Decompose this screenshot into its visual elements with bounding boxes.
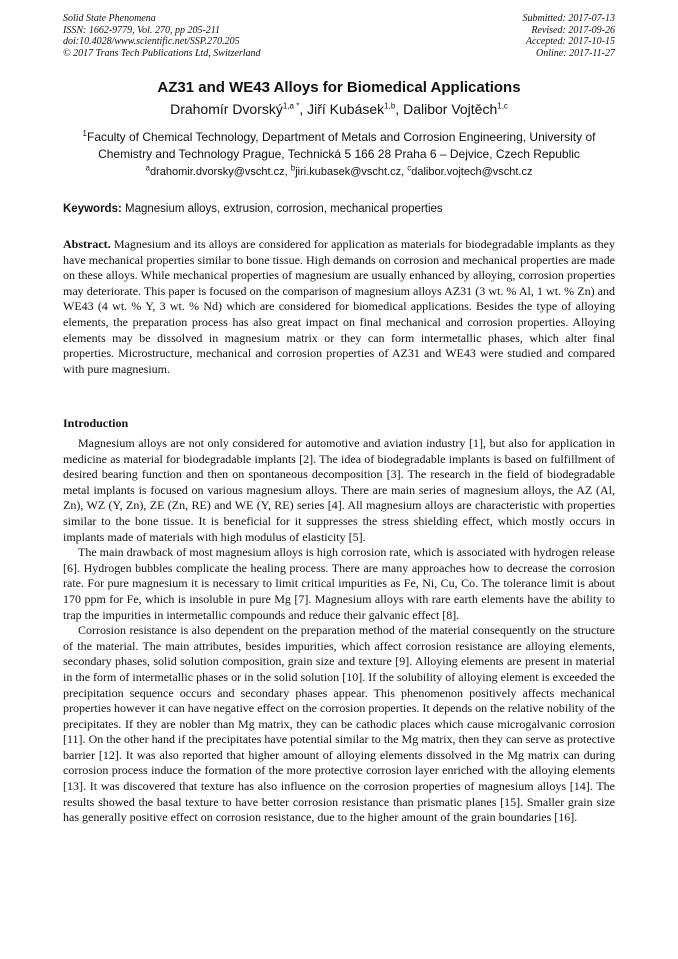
keywords-text: Magnesium alloys, extrusion, corrosion, mechanical properties — [125, 203, 443, 215]
affiliation-sup: 1 — [82, 129, 87, 138]
email-sup: c — [407, 163, 412, 173]
paragraph: The main drawback of most magnesium alloys is high corrosion rate, which is associated with hydrogen release [6]. Hydrogen bubbles complicate the healing process. There are many approaches how to decrease the corrosion rate. For pure magnesium it is necessary to limit critical impurities as Fe, Ni, Cu, Co. The tolerance limit is about 170 ppm for Fe, which is insoluble in pure Mg [7]. Magnesium alloys with rare earth elements have the ability to trap the impurities in intermetallic compounds and reduce their galvanic effect [8]. — [63, 545, 615, 622]
email-link[interactable]: dalibor.vojtech@vscht.cz — [411, 166, 533, 178]
affiliation-text: Faculty of Chemical Technology, Department of Metals and Corrosion Engineering, University of Chemistry and Technology Prague, Technická 5 166 28 Praha 6 – Dejvice, Czech Republic — [86, 130, 596, 161]
author-name: Jiří Kubásek — [307, 101, 385, 117]
header-left — [63, 13, 261, 59]
author-sup: 1,a * — [282, 101, 300, 111]
email-list: $^a$drahomir.dvorsky@vscht.cz, $^b$jiri.kubasek@vscht.cz, $^c$dalibor.vojtech@vscht.cz — [145, 163, 533, 178]
abstract — [63, 237, 615, 377]
online-date: Online: 2017-11-27 — [536, 47, 615, 59]
author-name: Dalibor Vojtěch — [403, 101, 498, 117]
email-sup: a — [145, 163, 150, 173]
abstract-text: Magnesium and its alloys are considered for application as materials for biodegradable implants as they have mechanical properties similar to bone tissue. High demands on corrosion and mechanical properties are made on these alloys. While mechanical properties of magnesium are usually enhanced by alloying, corrosion properties may deteriorate. This paper is focused on the comparison of magnesium alloys AZ31 (3 wt. % Al, 1 wt. % Zn) and WE43 (4 wt. % Y, 3 wt. % Nd) which are considered for biomedical applications. Besides the type of alloying elements, the preparation process has also great impact on final mechanical and corrosion properties. Alloying elements may be dissolved in magnesium matrix or they can form intermetallic phases, which alter final properties. Microstructure, mechanical and corrosion properties of AZ31 and WE43 were studied and compared with pure magnesium. — [63, 237, 615, 376]
author-sup: 1,b — [384, 101, 396, 111]
author-sup: 1,c — [497, 101, 508, 111]
submitted-date: Submitted: 2017-07-13 — [522, 13, 615, 24]
keywords-label: Keywords: — [63, 203, 122, 215]
email-link[interactable]: drahomir.dvorsky@vscht.cz — [149, 166, 285, 178]
doi[interactable]: doi:10.4028/www.scientific.net/SSP.270.205 — [63, 36, 240, 48]
accepted-date: Accepted: 2017-10-15 — [525, 36, 615, 48]
section-heading-introduction: Introduction — [63, 416, 129, 430]
affiliation — [66, 129, 612, 162]
header-right — [523, 13, 616, 59]
keywords — [63, 203, 615, 215]
issn: ISSN: 1662-9779, Vol. 270, pp 205-211 — [63, 24, 221, 36]
page-header — [63, 13, 615, 59]
paragraph: Corrosion resistance is also dependent on the preparation method of the material consequently on the structure of the material. The main attributes, besides impurities, which affect corrosion resistance are alloying elements, secondary phases, solid solution composition, grain size and texture [9]. Alloying elements are present in material in the form of intermetallic phases or in the solid solution [10]. If the solubility of alloying element is exceeded the precipitation sequence occurs and secondary phases appear. This phenomenon positively affects mechanical properties however it can have negative effect on the corrosion properties. It depends on the relative nobility of the precipitates. If they are nobler than Mg matrix, they can be cathodic places which cause microgalvanic corrosion [11]. On the other hand if the precipitates have potential similar to the Mg matrix, then they can serve as protective barrier [12]. It was also reported that higher amount of alloying elements dissolved in the Mg matrix can during corrosion process induce the formation of the more protective corrosion layer enriched with the alloying elements [13]. It was discovered that texture has also influence on the corrosion properties of magnesium alloys [14]. The results showed the basal texture to have better corrosion resistance than prismatic planes [15]. Smaller grain size has generally positive effect on corrosion resistance, due to the higher amount of the grain boundaries [16]. — [63, 623, 615, 825]
introduction-body — [63, 436, 615, 826]
email-sup: b — [290, 163, 296, 173]
author-list: Drahomír Dvorský$^{1,a *}$, Jiří Kubásek$^{1,b}$, Dalibor Vojtěch$^{1,c}$ — [170, 101, 508, 117]
author-name: Drahomír Dvorský — [170, 101, 283, 117]
paragraph: Magnesium alloys are not only considered for automotive and aviation industry [1], but also for application in medicine as material for biodegradable implants [2]. The idea of biodegradable implants is based on fulfillment of desired bearing function and then on spontaneous decomposition [3]. The research in the field of biodegradable metal implants is focused on various magnesium alloys. There are main series of magnesium alloys, the AZ (Al, Zn), WZ (Y, Zn), ZE (Zn, RE) and WE (Y, RE) series [4]. All magnesium alloys are characteristic with properties similar to the bone tissue. It is beneficial for it suppresses the stress shielding effect, which mostly occurs in implants made of materials with high modulus of elasticity [5]. — [63, 436, 615, 544]
journal-name: Solid State Phenomena — [63, 13, 156, 24]
email-link[interactable]: jiri.kubasek@vscht.cz — [295, 166, 402, 178]
abstract-label: Abstract. — [63, 237, 111, 251]
paper-title: AZ31 and WE43 Alloys for Biomedical Applications — [157, 79, 521, 96]
revised-date: Revised: 2017-09-26 — [531, 24, 615, 36]
copyright: © 2017 Trans Tech Publications Ltd, Switzerland — [63, 47, 261, 59]
